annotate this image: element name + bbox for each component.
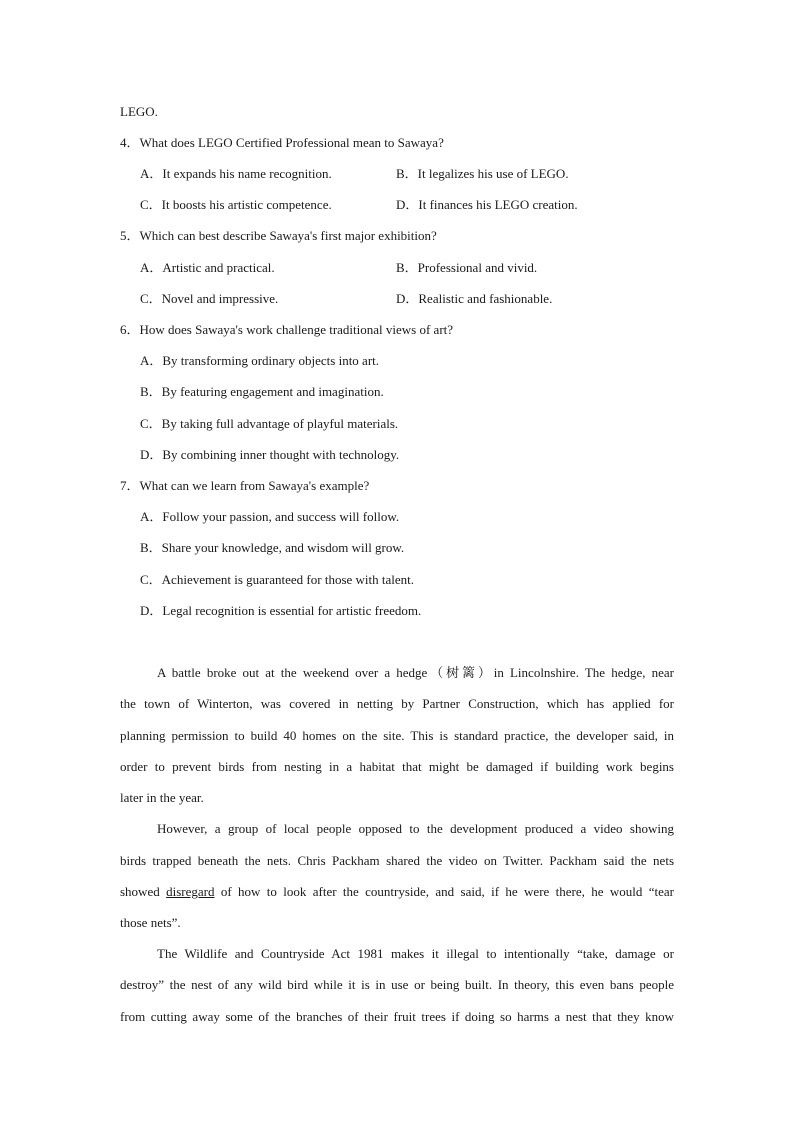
option-6c: [140, 415, 398, 433]
continuation-text: LEGO.: [120, 104, 158, 119]
question-number: 7．: [120, 478, 140, 493]
option-text: Realistic and fashionable.: [418, 291, 553, 306]
option-text: By combining inner thought with technology.: [162, 447, 400, 462]
option-6b: [140, 383, 384, 401]
question-7: [120, 477, 369, 495]
passage-p3-line: from cutting away some of the branches of their fruit trees if doing so harms a nest that they know: [120, 1009, 674, 1024]
passage-p2-line: those nets”.: [120, 915, 181, 930]
option-text: Achievement is guaranteed for those with talent.: [161, 572, 415, 587]
question-number: 5．: [120, 228, 140, 243]
question-4: [120, 134, 444, 152]
option-letter: D．: [396, 291, 419, 306]
option-text: By featuring engagement and imagination.: [161, 384, 384, 399]
option-letter: C．: [140, 416, 162, 431]
option-4b: [396, 165, 569, 183]
option-6a: [140, 352, 379, 370]
underlined-word: disregard: [166, 884, 215, 899]
option-letter: A．: [140, 260, 163, 275]
option-letter: C．: [140, 572, 162, 587]
option-text: It expands his name recognition.: [162, 166, 332, 181]
option-5c: [140, 290, 278, 308]
option-letter: B．: [396, 166, 418, 181]
passage-text: of how to look after the countryside, and said, if he were there, he would “tear: [214, 884, 675, 899]
passage-p1-line: the town of Winterton, was covered in netting by Partner Construction, which has applied for: [120, 696, 674, 711]
option-letter: B．: [140, 384, 162, 399]
option-letter: C．: [140, 197, 162, 212]
option-text: Follow your passion, and success will follow.: [162, 509, 400, 524]
option-4d: [396, 196, 578, 214]
option-letter: A．: [140, 509, 163, 524]
question-number: 6．: [120, 322, 140, 337]
option-letter: B．: [140, 540, 162, 555]
passage-p2-line: However, a group of local people opposed to the development produced a video showing: [157, 821, 674, 836]
question-text: What can we learn from Sawaya's example?: [139, 478, 370, 493]
question-6: [120, 321, 453, 339]
passage-p1-line: later in the year.: [120, 790, 204, 805]
question-5: [120, 227, 437, 245]
passage-text: showed: [120, 884, 167, 899]
option-letter: D．: [396, 197, 419, 212]
option-letter: A．: [140, 353, 163, 368]
option-5a: [140, 259, 275, 277]
option-5b: [396, 259, 537, 277]
question-text: Which can best describe Sawaya's first major exhibition?: [139, 228, 437, 243]
option-6d: [140, 446, 399, 464]
question-text: How does Sawaya's work challenge traditional views of art?: [139, 322, 454, 337]
passage-p1-line: A battle broke out at the weekend over a hedge（树篱）in Lincolnshire. The hedge, near: [157, 665, 674, 680]
option-7a: [140, 508, 399, 526]
passage-p2-line: [120, 883, 674, 901]
passage-p2-line: birds trapped beneath the nets. Chris Packham shared the video on Twitter. Packham said the nets: [120, 853, 674, 868]
option-text: Artistic and practical.: [162, 260, 275, 275]
option-text: Professional and vivid.: [417, 260, 538, 275]
option-7b: [140, 539, 404, 557]
option-letter: D．: [140, 603, 163, 618]
option-letter: B．: [396, 260, 418, 275]
option-text: It legalizes his use of LEGO.: [417, 166, 569, 181]
option-5d: [396, 290, 552, 308]
option-text: By transforming ordinary objects into art.: [162, 353, 380, 368]
question-text: What does LEGO Certified Professional mean to Sawaya?: [139, 135, 444, 150]
option-text: Novel and impressive.: [161, 291, 279, 306]
option-7d: [140, 602, 421, 620]
option-letter: C．: [140, 291, 162, 306]
option-text: Share your knowledge, and wisdom will grow.: [161, 540, 405, 555]
option-4a: [140, 165, 332, 183]
option-text: By taking full advantage of playful materials.: [161, 416, 399, 431]
question-number: 4．: [120, 135, 140, 150]
passage-p1-line: order to prevent birds from nesting in a habitat that might be damaged if building work begins: [120, 759, 674, 774]
passage-p1-line: planning permission to build 40 homes on the site. This is standard practice, the developer said, in: [120, 728, 674, 743]
option-letter: D．: [140, 447, 163, 462]
passage-p3-line: destroy” the nest of any wild bird while it is in use or being built. In theory, this even bans people: [120, 977, 674, 992]
option-text: It boosts his artistic competence.: [161, 197, 332, 212]
option-letter: A．: [140, 166, 163, 181]
passage-p3-line: The Wildlife and Countryside Act 1981 makes it illegal to intentionally “take, damage or: [157, 946, 674, 961]
option-text: It finances his LEGO creation.: [418, 197, 578, 212]
option-7c: [140, 571, 414, 589]
option-text: Legal recognition is essential for artistic freedom.: [162, 603, 422, 618]
option-4c: [140, 196, 332, 214]
